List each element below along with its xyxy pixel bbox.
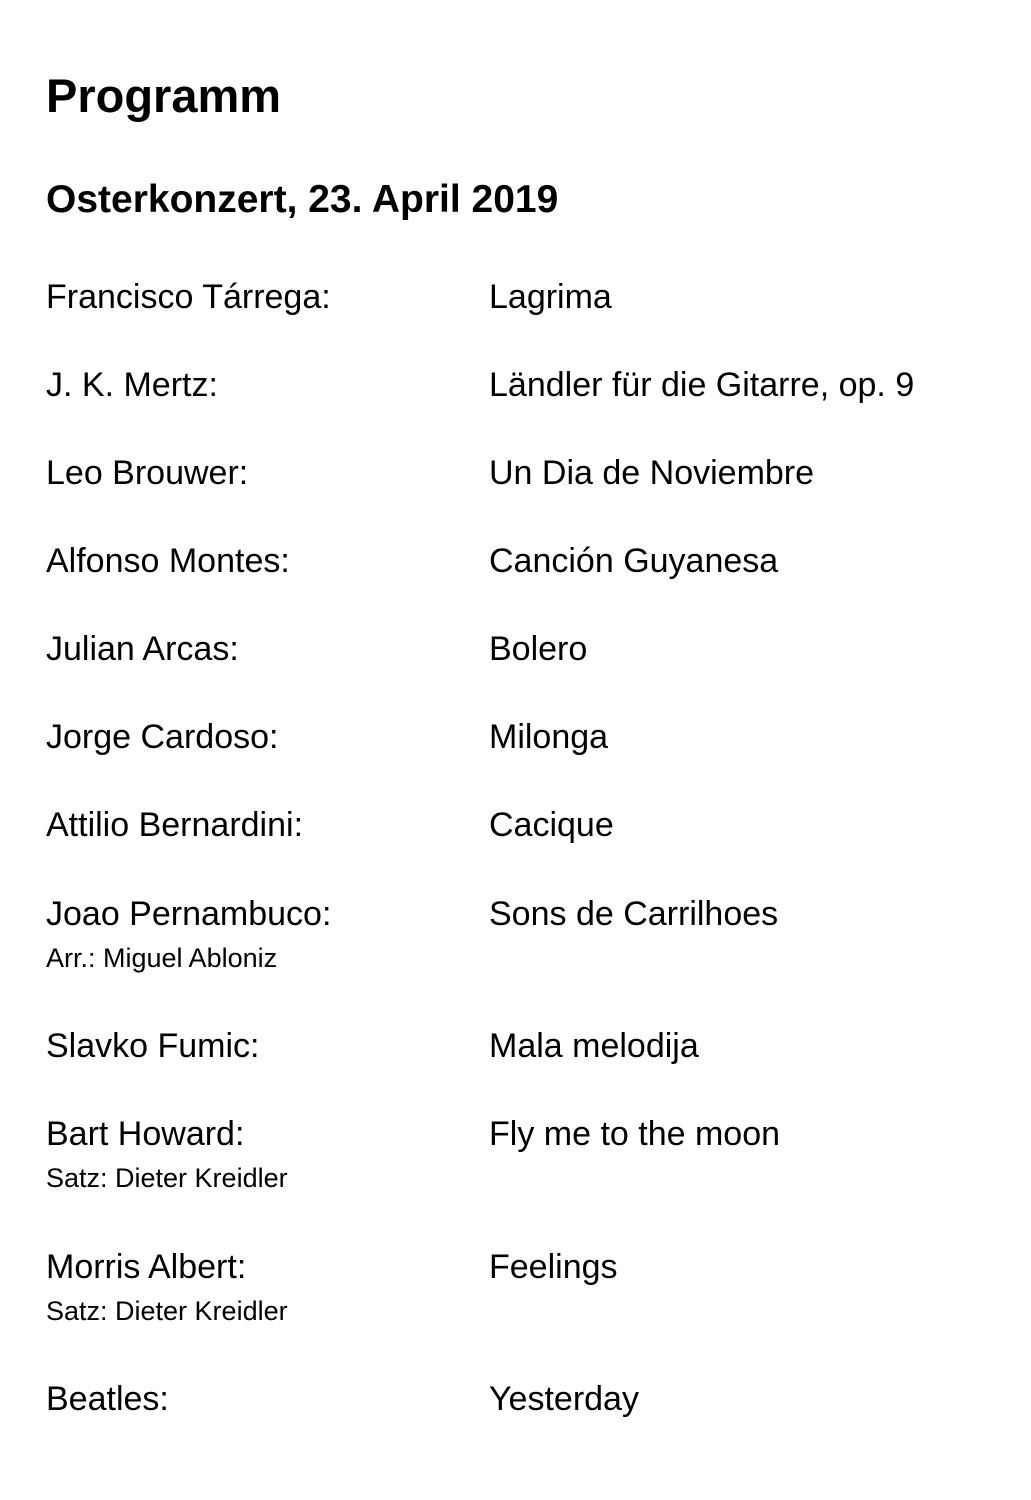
work-title: Un Dia de Noviembre: [489, 454, 815, 492]
composer-name: Alfonso Montes:: [46, 542, 290, 580]
composer-name: Joao Pernambuco:: [46, 895, 332, 933]
page-title: Programm: [46, 69, 282, 122]
composer-name: Morris Albert:: [46, 1248, 247, 1286]
program-item: [0, 275, 1031, 335]
work-title: Mala melodija: [489, 1027, 699, 1065]
composer-name: Attilio Bernardini:: [46, 806, 304, 844]
program-item: [0, 1112, 1031, 1193]
program-item: [0, 1024, 1031, 1084]
program-item: [0, 715, 1031, 775]
work-title: Feelings: [489, 1248, 618, 1286]
work-title: Canción Guyanesa: [489, 542, 779, 580]
composer-name: Slavko Fumic:: [46, 1027, 260, 1065]
program-item: [0, 1377, 1031, 1437]
work-title: Cacique: [489, 806, 614, 844]
arranger-note: Satz: Dieter Kreidler: [46, 1163, 288, 1193]
work-title: Bolero: [489, 630, 588, 668]
composer-name: Jorge Cardoso:: [46, 718, 279, 756]
program-item: [0, 1245, 1031, 1326]
program-item: [0, 451, 1031, 511]
arranger-note: Satz: Dieter Kreidler: [46, 1296, 288, 1326]
program-item: [0, 539, 1031, 599]
concert-subtitle: Osterkonzert, 23. April 2019: [46, 178, 559, 221]
composer-name: Leo Brouwer:: [46, 454, 249, 492]
program-item: [0, 803, 1031, 863]
work-title: Fly me to the moon: [489, 1115, 781, 1153]
work-title: Sons de Carrilhoes: [489, 895, 779, 933]
program-item: [0, 892, 1031, 973]
composer-name: Francisco Tárrega:: [46, 278, 331, 316]
arranger-note: Arr.: Miguel Abloniz: [46, 943, 278, 973]
composer-name: Bart Howard:: [46, 1115, 245, 1153]
composer-name: Beatles:: [46, 1380, 169, 1418]
program-item: [0, 363, 1031, 423]
composer-name: Julian Arcas:: [46, 630, 239, 668]
work-title: Milonga: [489, 718, 609, 756]
program-item: [0, 627, 1031, 687]
work-title: Ländler für die Gitarre, op. 9: [489, 366, 915, 404]
work-title: Yesterday: [489, 1380, 639, 1418]
work-title: Lagrima: [489, 278, 612, 316]
composer-name: J. K. Mertz:: [46, 366, 218, 404]
